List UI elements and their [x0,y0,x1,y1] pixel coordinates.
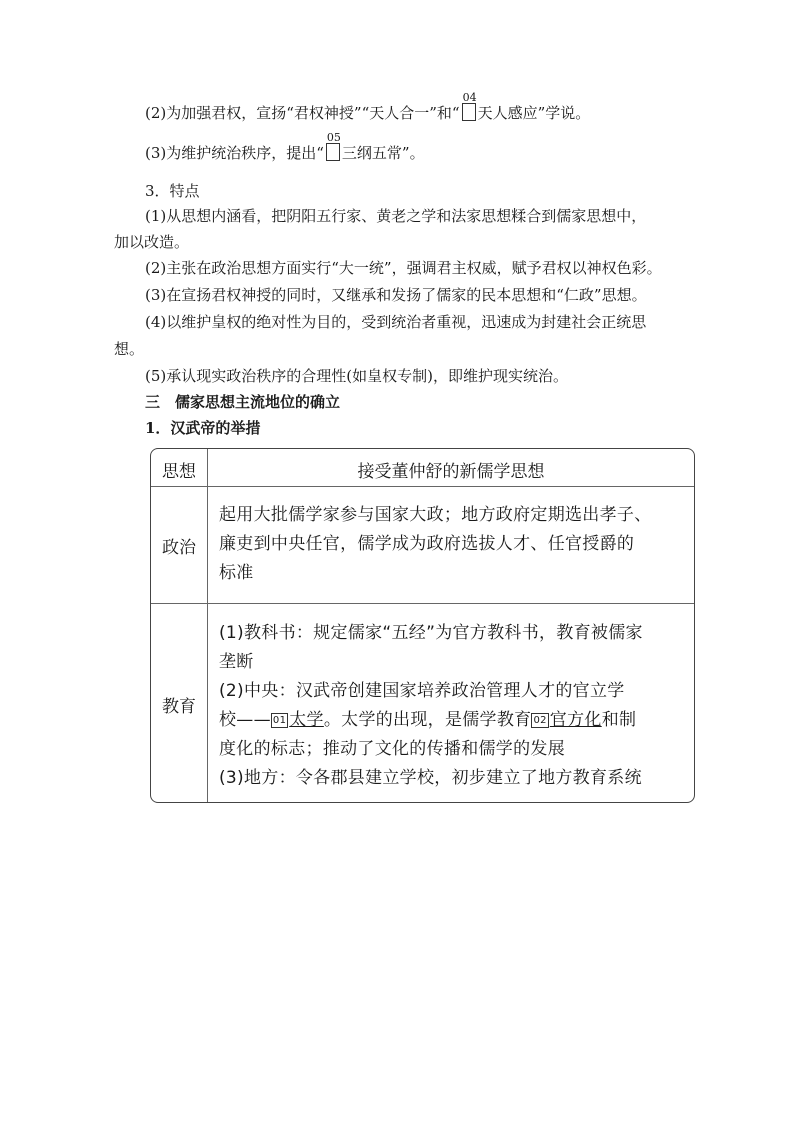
section-heading: 三 儒家思想主流地位的确立 [145,393,341,411]
row-content-education [219,619,689,793]
text-line [145,131,425,163]
cell-line: (3)地方：令各郡县建立学校，初步建立了地方教育系统 [219,768,642,788]
text-line: (2)主张在政治思想方面实行“大一统”，强调君主权威，赋予君权以神权色彩。 [145,259,662,277]
text-line: (5)承认现实政治秩序的合理性(如皇权专制)，即维护现实统治。 [145,367,568,385]
text-segment: 三纲五常”。 [341,144,425,162]
section-subheading: 3．特点 [145,182,200,200]
cell-line: (2)中央：汉武帝创建国家培养政治管理人才的官立学 [219,681,625,701]
text-line: (3)在宣扬君权神授的同时，又继承和发扬了儒家的民本思想和“仁政”思想。 [145,286,647,304]
filled-answer: 太学 [289,710,324,730]
text-line: 想。 [114,340,145,358]
text-segment: (3)为维护统治秩序，提出“ [145,144,324,162]
text-segment: 。太学的出现，是儒学教育 [323,710,532,730]
text-line: (1)从思想内涵看，把阴阳五行家、黄老之学和法家思想糅合到儒家思想中， [145,207,647,225]
text-segment: (2)为加强君权，宣扬“君权神授”“天人合一”和“ [145,104,460,122]
row-divider [151,603,694,604]
cell-line: 起用大批儒学家参与国家大政；地方政府定期选出孝子、 [219,505,652,525]
blank-number: 05 [326,131,341,144]
cell-line [219,706,689,735]
text-segment: 天人感应”学说。 [477,104,591,122]
blank-number-box: 01 [272,715,287,726]
row-content-politics [219,501,689,588]
cell-line: (1)教科书：规定儒家“五经”为官方教科书，教育被儒家 [219,623,643,643]
row-divider [151,486,694,487]
header-value-cell: 接受董仲舒的新儒学思想 [357,462,545,482]
blank-number: 04 [462,91,477,104]
cell-line: 廉吏到中央任官，儒学成为政府选拔人才、任官授爵的 [219,534,635,554]
row-label-politics: 政治 [162,538,196,558]
text-line: (4)以维护皇权的绝对性为目的，受到统治者重视，迅速成为封建社会正统思 [145,313,647,331]
filled-answer: 官方化 [549,710,602,730]
cell-line: 度化的标志；推动了文化的传播和儒学的发展 [219,739,565,759]
blank-number-box: 02 [533,715,547,726]
text-line: 加以改造。 [114,233,190,251]
answer-blank [326,131,341,161]
subsection-heading: 1．汉武帝的举措 [145,419,261,437]
measures-table [150,448,695,803]
text-line [145,91,591,123]
row-label-education: 教育 [162,697,196,717]
cell-line: 标准 [219,563,254,583]
answer-blank [462,91,477,121]
text-segment: 和制 [601,710,637,730]
cell-line: 垄断 [219,652,254,672]
column-divider [207,449,208,802]
text-segment: 校—— [219,710,271,730]
header-label-cell: 思想 [162,462,196,482]
